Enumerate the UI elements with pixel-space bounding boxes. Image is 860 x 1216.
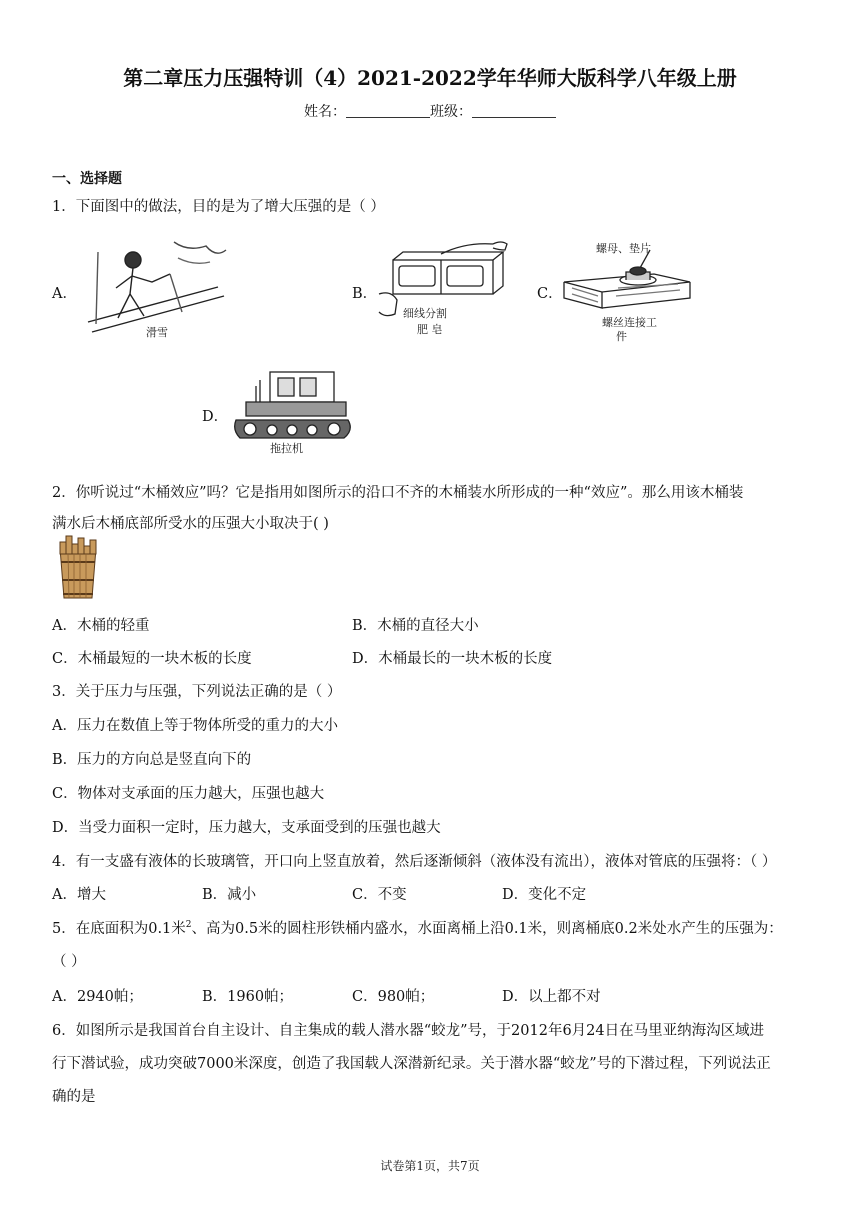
name-blank [346,104,430,118]
skiing-figure [78,232,228,344]
q1-option-a-label: A． [52,286,77,302]
question-5-line-1 [52,917,783,938]
q5-option-d: D．以上都不对 [502,989,601,1005]
q2-option-a: A．木桶的轻重 [52,618,150,634]
fig-a-caption: 滑雪 [146,326,168,339]
question-3-stem: 3．关于压力与压强，下列说法正确的是（ ） [52,684,342,700]
q5-option-a: A．2940帕； [52,989,143,1005]
q1-option-b-label: B． [352,286,378,302]
question-6-line-2: 行下潜试验，成功突破7000米深度，创造了我国载人深潜新纪录。关于潜水器“蛟龙”号的下潜过程，下列说法正 [52,1056,771,1072]
name-label: 姓名： [304,104,346,120]
q5-option-c: C．980帕； [352,989,435,1005]
q3-option-c: C．物体对支承面的压力越大，压强也越大 [52,786,325,802]
section-heading: 一、选择题 [52,171,122,187]
q5-option-b: B．1960帕； [202,989,294,1005]
q4-option-d: D．变化不定 [502,887,587,903]
soap-cutting-figure [375,234,515,340]
fig-b-caption-1: 细线分割 [403,307,447,320]
q5-line1-post: 、高为0.5米的圆柱形铁桶内盛水，水面离桶上沿0.1米，则离桶底0.2米处水产生的压强为： [191,921,783,937]
q2-option-b: B．木桶的直径大小 [352,618,479,634]
q4-option-b: B．减小 [202,887,257,903]
q1-option-d-label: D． [202,409,229,425]
page-footer: 试卷第1页，共7页 [380,1159,480,1173]
class-blank [472,104,556,118]
question-6-line-1: 6．如图所示是我国首台自主设计、自主集成的载人潜水器“蛟龙”号，于2012年6月24日在马里亚纳海沟区域进 [52,1023,765,1039]
q1-option-c-label: C． [537,286,563,302]
question-5-line-2: （ ） [52,954,86,970]
bolt-washer-figure [558,238,698,344]
q5-line1-pre: 5．在底面积为0.1米 [52,921,186,937]
class-label: 班级： [430,104,472,120]
q2-option-c: C．木桶最短的一块木板的长度 [52,651,252,667]
question-1-stem: 1．下面图中的做法，目的是为了增大压强的是（ ） [52,199,385,215]
fig-d-caption: 拖拉机 [270,442,303,455]
q3-option-a: A．压力在数值上等于物体所受的重力的大小 [52,718,338,734]
wooden-bucket-figure [54,534,102,604]
fig-b-caption-2: 肥 皂 [417,323,443,336]
q3-option-d: D．当受力面积一定时，压力越大，支承面受到的压强也越大 [52,820,441,836]
q3-option-b: B．压力的方向总是竖直向下的 [52,752,252,768]
student-info-line [0,101,860,121]
tractor-figure [226,358,358,458]
question-2-line-2: 满水后木桶底部所受水的压强大小取决于( ) [52,516,329,532]
fig-c-caption-top: 螺母、垫片 [596,242,651,255]
q2-option-d: D．木桶最长的一块木板的长度 [352,651,553,667]
fig-c-caption-1: 螺丝连接工 [602,316,657,329]
question-6-line-3: 确的是 [52,1089,96,1105]
question-4-stem: 4．有一支盛有液体的长玻璃管，开口向上竖直放着，然后逐渐倾斜（液体没有流出），液体对管底的压强将：（ ） [52,854,777,870]
q4-option-c: C．不变 [352,887,407,903]
question-2-line-1: 2．你听说过“木桶效应”吗？它是指用如图所示的沿口不齐的木桶装水所形成的一种“效应”。那么用该木桶装 [52,485,744,501]
fig-c-caption-2: 件 [616,330,627,343]
page-title: 第二章压力压强特训（4）2021-2022学年华师大版科学八年级上册 [123,66,737,90]
q5-superscript: 2 [185,920,192,931]
q4-option-a: A．增大 [52,887,106,903]
